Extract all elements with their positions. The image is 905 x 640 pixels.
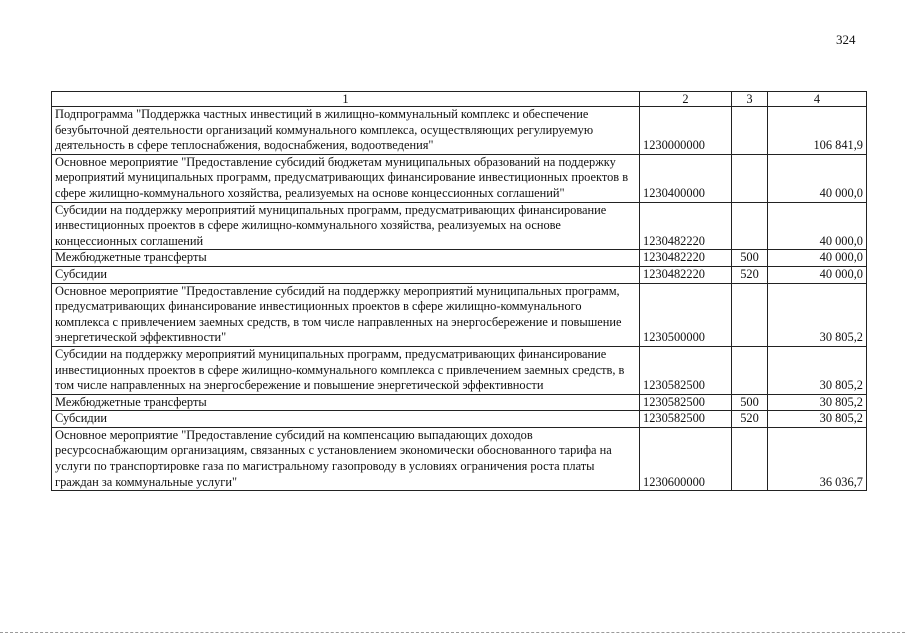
table-row — [52, 202, 867, 250]
table-row — [52, 154, 867, 202]
table-row — [52, 394, 867, 411]
row-code-cell: 1230482220 — [640, 266, 732, 283]
row-name-cell: Субсидии на поддержку мероприятий муниципальных программ, предусматривающих финансирование инвестиционных проектов в сфере жилищно-коммунального хозяйства, реализуемых на основе концессионных соглашений — [52, 202, 640, 250]
row-type-cell — [732, 202, 768, 250]
row-name-cell: Подпрограмма "Поддержка частных инвестиций в жилищно-коммунальный комплекс и обеспечение безубыточной деятельности организаций коммунального комплекса, осуществляющих регулируемую деятельность в сфере теплоснабжения, водоснабжения, водоотведения" — [52, 107, 640, 155]
row-name-cell: Межбюджетные трансферты — [52, 394, 640, 411]
table-row — [52, 346, 867, 394]
row-code-cell: 1230600000 — [640, 427, 732, 490]
row-code-cell: 1230500000 — [640, 283, 732, 346]
table-row — [52, 283, 867, 346]
row-amount-cell: 40 000,0 — [768, 250, 867, 267]
row-type-cell — [732, 427, 768, 490]
row-code-cell: 1230582500 — [640, 394, 732, 411]
table-row — [52, 411, 867, 428]
header-col-2: 2 — [640, 92, 732, 107]
row-name-cell: Субсидии на поддержку мероприятий муниципальных программ, предусматривающих финансирование инвестиционных проектов в сфере жилищно-коммунального комплекса с привлечением заемных средств, в том числе направленных на энергосбережение и повышение энергетической эффективности — [52, 346, 640, 394]
row-code-cell: 1230582500 — [640, 346, 732, 394]
row-type-cell — [732, 107, 768, 155]
table-row — [52, 427, 867, 490]
row-name-cell: Межбюджетные трансферты — [52, 250, 640, 267]
table-row — [52, 266, 867, 283]
row-type-cell: 520 — [732, 266, 768, 283]
table-row — [52, 250, 867, 267]
row-amount-cell: 40 000,0 — [768, 266, 867, 283]
row-amount-cell: 30 805,2 — [768, 283, 867, 346]
budget-table — [51, 91, 867, 491]
row-code-cell: 1230000000 — [640, 107, 732, 155]
row-name-cell: Субсидии — [52, 266, 640, 283]
header-col-4: 4 — [768, 92, 867, 107]
row-type-cell: 500 — [732, 250, 768, 267]
row-type-cell — [732, 283, 768, 346]
row-amount-cell: 36 036,7 — [768, 427, 867, 490]
row-name-cell: Основное мероприятие "Предоставление субсидий на поддержку мероприятий муниципальных программ, предусматривающих финансирование инвестиционных проектов в сфере жилищно-коммунального комплекса с привлечением заемных средств, в том числе направленных на энергосбережение и повышение энергетической эффективности" — [52, 283, 640, 346]
row-code-cell: 1230582500 — [640, 411, 732, 428]
row-amount-cell: 106 841,9 — [768, 107, 867, 155]
row-name-cell: Субсидии — [52, 411, 640, 428]
row-code-cell: 1230400000 — [640, 154, 732, 202]
table-row — [52, 107, 867, 155]
row-name-cell: Основное мероприятие "Предоставление субсидий на компенсацию выпадающих доходов ресурсоснабжающим организациям, связанных с установлением экономически обоснованного тарифа на услуги по транспортировке газа по магистральному газопроводу в условиях ограничения роста платы граждан за коммунальные услуги" — [52, 427, 640, 490]
scan-edge-line — [0, 632, 905, 634]
header-col-3: 3 — [732, 92, 768, 107]
row-code-cell: 1230482220 — [640, 202, 732, 250]
page-number: 324 — [836, 32, 856, 47]
row-type-cell: 500 — [732, 394, 768, 411]
row-amount-cell: 40 000,0 — [768, 154, 867, 202]
table-header-row — [52, 92, 867, 107]
row-amount-cell: 30 805,2 — [768, 346, 867, 394]
row-name-cell: Основное мероприятие "Предоставление субсидий бюджетам муниципальных образований на поддержку мероприятий муниципальных программ, предусматривающих финансирование инвестиционных проектов в сфере жилищно-коммунального хозяйства, реализуемых на основе концессионных соглашений" — [52, 154, 640, 202]
row-amount-cell: 40 000,0 — [768, 202, 867, 250]
row-amount-cell: 30 805,2 — [768, 394, 867, 411]
row-type-cell — [732, 154, 768, 202]
header-col-1: 1 — [52, 92, 640, 107]
row-type-cell — [732, 346, 768, 394]
row-amount-cell: 30 805,2 — [768, 411, 867, 428]
row-code-cell: 1230482220 — [640, 250, 732, 267]
row-type-cell: 520 — [732, 411, 768, 428]
